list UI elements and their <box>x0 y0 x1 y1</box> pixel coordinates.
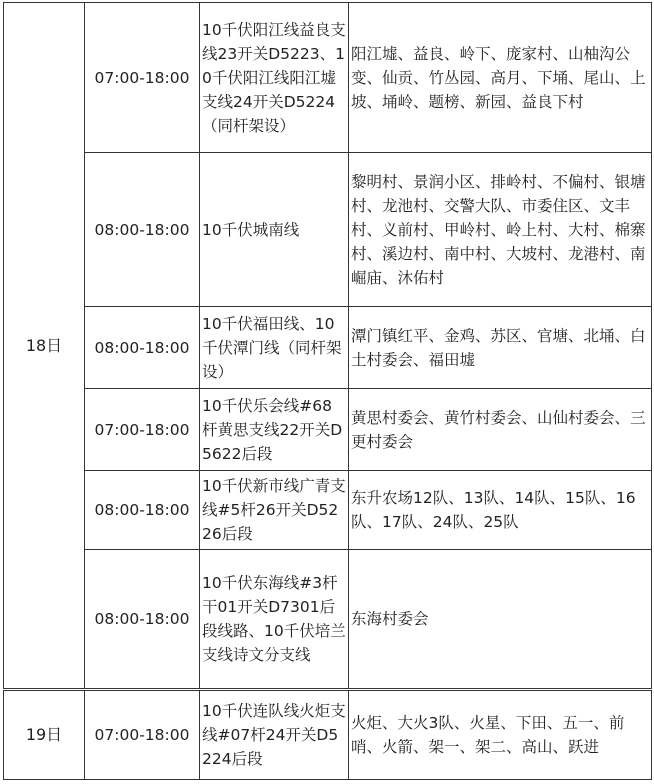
line-cell: 10千伏福田线、10千伏潭门线（同杆架设） <box>200 307 349 389</box>
line-cell: 10千伏阳江线益良支线23开关D5223、10千伏阳江线阳江墟支线24开关D5224（同杆架设） <box>200 3 349 153</box>
time-cell: 08:00-18:00 <box>85 307 200 389</box>
line-cell: 10千伏城南线 <box>200 153 349 307</box>
area-cell: 东升农场12队、13队、14队、15队、16队、17队、24队、25队 <box>349 471 652 550</box>
line-cell: 10千伏连队线火炬支线#07杆24开关D5224后段 <box>200 690 349 780</box>
table-row <box>4 550 652 690</box>
area-cell: 黄思村委会、黄竹村委会、山仙村委会、三更村委会 <box>349 389 652 471</box>
table-row <box>4 389 652 471</box>
area-cell: 黎明村、景润小区、排岭村、不偏村、银塘村、龙池村、交警大队、市委住区、文丰村、义前村、甲岭村、岭上村、大村、棉寨村、溪边村、南中村、大坡村、龙港村、南崛庙、沐佑村 <box>349 153 652 307</box>
time-cell: 08:00-18:00 <box>85 550 200 690</box>
area-cell: 东海村委会 <box>349 550 652 690</box>
area-cell: 潭门镇红平、金鸡、苏区、官塘、北埇、白土村委会、福田墟 <box>349 307 652 389</box>
time-cell: 07:00-18:00 <box>85 690 200 780</box>
line-cell: 10千伏东海线#3杆干01开关D7301后段线路、10千伏培兰支线诗文分支线 <box>200 550 349 690</box>
date-label: 18日 <box>25 335 63 355</box>
table-row <box>4 690 652 780</box>
table-row <box>4 307 652 389</box>
table-row <box>4 3 652 153</box>
time-cell: 07:00-18:00 <box>85 3 200 153</box>
table-row <box>4 471 652 550</box>
date-cell <box>4 3 85 690</box>
outage-schedule-table <box>3 2 652 780</box>
line-cell: 10千伏新市线广青支线#5杆26开关D5226后段 <box>200 471 349 550</box>
time-cell: 08:00-18:00 <box>85 153 200 307</box>
line-cell: 10千伏乐会线#68杆黄思支线22开关D5622后段 <box>200 389 349 471</box>
table-row <box>4 153 652 307</box>
area-cell: 阳江墟、益良、岭下、庞家村、山柚沟公变、仙贡、竹丛园、高月、下埇、尾山、上坡、埇岭、题榜、新园、益良下村 <box>349 3 652 153</box>
date-cell <box>4 690 85 780</box>
time-cell: 08:00-18:00 <box>85 471 200 550</box>
time-cell: 07:00-18:00 <box>85 389 200 471</box>
area-cell: 火炬、大火3队、火星、下田、五一、前哨、火箭、架一、架二、高山、跃进 <box>349 690 652 780</box>
date-label: 19日 <box>25 725 63 744</box>
